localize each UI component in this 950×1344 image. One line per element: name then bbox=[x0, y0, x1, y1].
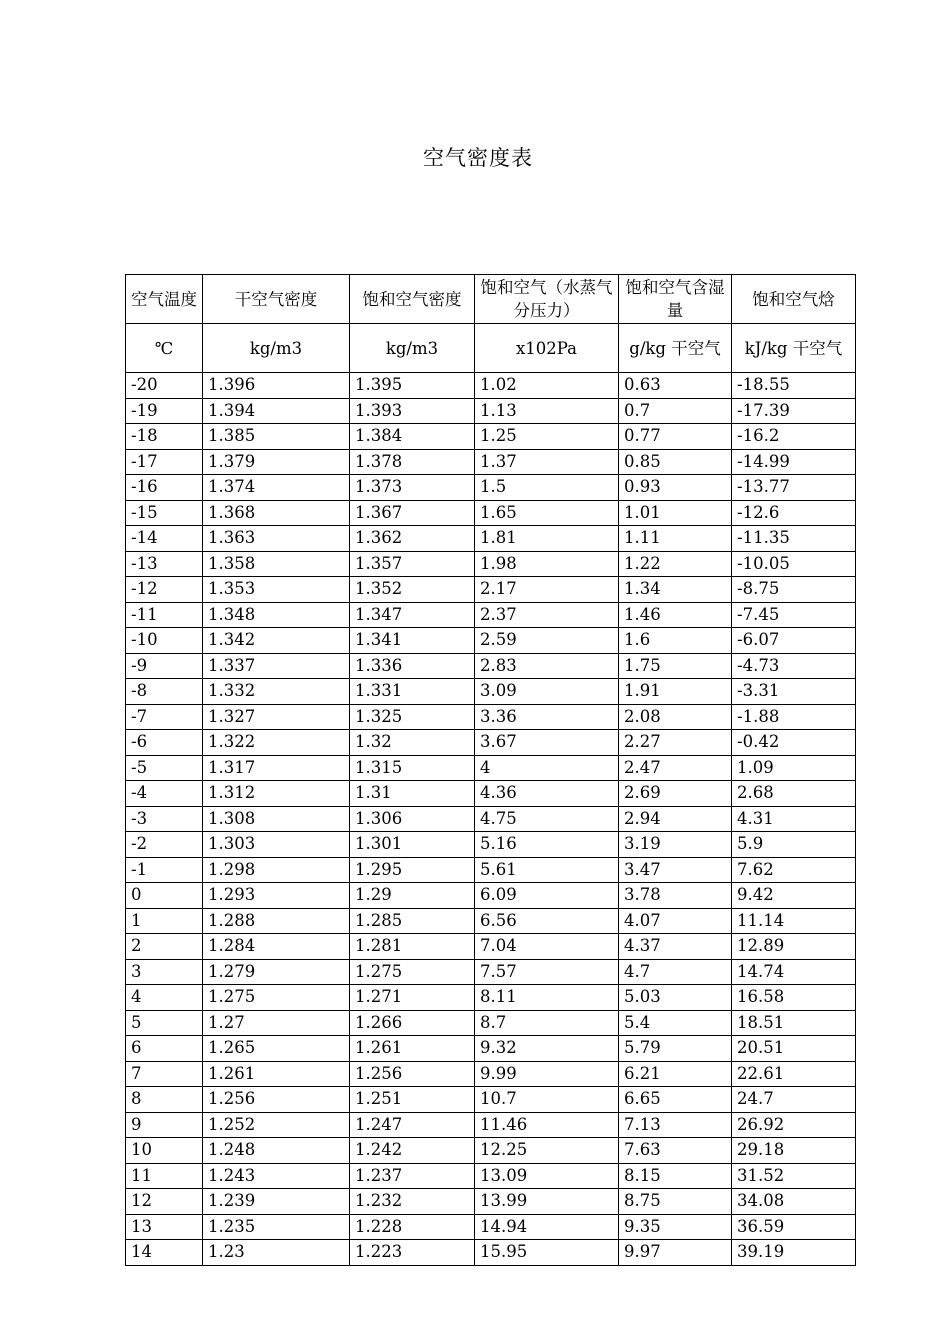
cell-dry-air-density: 1.298 bbox=[203, 857, 350, 883]
cell-vapor-pressure: 5.16 bbox=[475, 832, 619, 858]
table-row bbox=[126, 1087, 856, 1113]
cell-dry-air-density: 1.23 bbox=[203, 1240, 350, 1266]
cell-vapor-pressure: 1.98 bbox=[475, 551, 619, 577]
cell-temperature: 1 bbox=[126, 908, 203, 934]
table-row bbox=[126, 1163, 856, 1189]
cell-temperature: -9 bbox=[126, 653, 203, 679]
cell-moisture-content: 0.85 bbox=[619, 449, 732, 475]
cell-temperature: 0 bbox=[126, 883, 203, 909]
table-row bbox=[126, 1240, 856, 1266]
cell-dry-air-density: 1.308 bbox=[203, 806, 350, 832]
cell-vapor-pressure: 12.25 bbox=[475, 1138, 619, 1164]
cell-dry-air-density: 1.363 bbox=[203, 526, 350, 552]
cell-dry-air-density: 1.27 bbox=[203, 1010, 350, 1036]
cell-enthalpy: -7.45 bbox=[732, 602, 856, 628]
cell-vapor-pressure: 8.11 bbox=[475, 985, 619, 1011]
cell-saturated-air-density: 1.228 bbox=[350, 1214, 475, 1240]
cell-vapor-pressure: 3.09 bbox=[475, 679, 619, 705]
cell-temperature: -11 bbox=[126, 602, 203, 628]
cell-enthalpy: 1.09 bbox=[732, 755, 856, 781]
cell-temperature: -12 bbox=[126, 577, 203, 603]
unit-cell-temperature: ℃ bbox=[126, 324, 203, 373]
cell-dry-air-density: 1.256 bbox=[203, 1087, 350, 1113]
cell-moisture-content: 9.97 bbox=[619, 1240, 732, 1266]
cell-saturated-air-density: 1.306 bbox=[350, 806, 475, 832]
cell-enthalpy: -6.07 bbox=[732, 628, 856, 654]
cell-saturated-air-density: 1.373 bbox=[350, 475, 475, 501]
cell-saturated-air-density: 1.357 bbox=[350, 551, 475, 577]
cell-temperature: -13 bbox=[126, 551, 203, 577]
cell-moisture-content: 0.93 bbox=[619, 475, 732, 501]
cell-saturated-air-density: 1.378 bbox=[350, 449, 475, 475]
cell-vapor-pressure: 7.57 bbox=[475, 959, 619, 985]
cell-saturated-air-density: 1.31 bbox=[350, 781, 475, 807]
cell-dry-air-density: 1.235 bbox=[203, 1214, 350, 1240]
cell-vapor-pressure: 5.61 bbox=[475, 857, 619, 883]
cell-temperature: -16 bbox=[126, 475, 203, 501]
table-row bbox=[126, 653, 856, 679]
cell-saturated-air-density: 1.325 bbox=[350, 704, 475, 730]
cell-moisture-content: 2.47 bbox=[619, 755, 732, 781]
cell-moisture-content: 1.6 bbox=[619, 628, 732, 654]
cell-saturated-air-density: 1.242 bbox=[350, 1138, 475, 1164]
cell-temperature: 11 bbox=[126, 1163, 203, 1189]
cell-enthalpy: 2.68 bbox=[732, 781, 856, 807]
cell-enthalpy: -14.99 bbox=[732, 449, 856, 475]
cell-temperature: -10 bbox=[126, 628, 203, 654]
cell-vapor-pressure: 2.37 bbox=[475, 602, 619, 628]
cell-enthalpy: 31.52 bbox=[732, 1163, 856, 1189]
cell-moisture-content: 4.07 bbox=[619, 908, 732, 934]
cell-temperature: -6 bbox=[126, 730, 203, 756]
table-row bbox=[126, 1138, 856, 1164]
table-row bbox=[126, 1061, 856, 1087]
header-cell-dry-air-density: 干空气密度 bbox=[203, 275, 350, 324]
cell-vapor-pressure: 13.09 bbox=[475, 1163, 619, 1189]
cell-enthalpy: -10.05 bbox=[732, 551, 856, 577]
cell-enthalpy: -11.35 bbox=[732, 526, 856, 552]
cell-moisture-content: 1.46 bbox=[619, 602, 732, 628]
cell-enthalpy: 4.31 bbox=[732, 806, 856, 832]
cell-enthalpy: 22.61 bbox=[732, 1061, 856, 1087]
cell-saturated-air-density: 1.32 bbox=[350, 730, 475, 756]
unit-cell-moisture-content: g/kg 干空气 bbox=[619, 324, 732, 373]
cell-enthalpy: 16.58 bbox=[732, 985, 856, 1011]
cell-saturated-air-density: 1.315 bbox=[350, 755, 475, 781]
cell-dry-air-density: 1.327 bbox=[203, 704, 350, 730]
table-row bbox=[126, 832, 856, 858]
cell-temperature: 5 bbox=[126, 1010, 203, 1036]
cell-temperature: -8 bbox=[126, 679, 203, 705]
cell-saturated-air-density: 1.247 bbox=[350, 1112, 475, 1138]
cell-dry-air-density: 1.279 bbox=[203, 959, 350, 985]
cell-enthalpy: 9.42 bbox=[732, 883, 856, 909]
table-row bbox=[126, 679, 856, 705]
cell-temperature: 12 bbox=[126, 1189, 203, 1215]
cell-dry-air-density: 1.348 bbox=[203, 602, 350, 628]
table-row bbox=[126, 1189, 856, 1215]
header-row bbox=[126, 275, 856, 324]
cell-saturated-air-density: 1.336 bbox=[350, 653, 475, 679]
cell-moisture-content: 1.01 bbox=[619, 500, 732, 526]
cell-temperature: 8 bbox=[126, 1087, 203, 1113]
cell-enthalpy: 11.14 bbox=[732, 908, 856, 934]
cell-enthalpy: 34.08 bbox=[732, 1189, 856, 1215]
header-cell-moisture-content: 饱和空气含湿量 bbox=[619, 275, 732, 324]
cell-moisture-content: 0.63 bbox=[619, 373, 732, 399]
cell-temperature: 13 bbox=[126, 1214, 203, 1240]
cell-saturated-air-density: 1.347 bbox=[350, 602, 475, 628]
cell-enthalpy: 14.74 bbox=[732, 959, 856, 985]
table-body bbox=[126, 275, 856, 1266]
table-row bbox=[126, 449, 856, 475]
cell-vapor-pressure: 15.95 bbox=[475, 1240, 619, 1266]
cell-dry-air-density: 1.303 bbox=[203, 832, 350, 858]
table-row bbox=[126, 551, 856, 577]
cell-vapor-pressure: 9.99 bbox=[475, 1061, 619, 1087]
cell-vapor-pressure: 4.36 bbox=[475, 781, 619, 807]
cell-dry-air-density: 1.358 bbox=[203, 551, 350, 577]
cell-vapor-pressure: 3.36 bbox=[475, 704, 619, 730]
table-row bbox=[126, 577, 856, 603]
cell-temperature: -18 bbox=[126, 424, 203, 450]
table-row bbox=[126, 1112, 856, 1138]
cell-temperature: 2 bbox=[126, 934, 203, 960]
unit-cell-enthalpy: kJ/kg 干空气 bbox=[732, 324, 856, 373]
table-row bbox=[126, 781, 856, 807]
cell-saturated-air-density: 1.395 bbox=[350, 373, 475, 399]
cell-temperature: 4 bbox=[126, 985, 203, 1011]
cell-vapor-pressure: 1.65 bbox=[475, 500, 619, 526]
cell-saturated-air-density: 1.281 bbox=[350, 934, 475, 960]
cell-saturated-air-density: 1.301 bbox=[350, 832, 475, 858]
cell-dry-air-density: 1.317 bbox=[203, 755, 350, 781]
table-row bbox=[126, 500, 856, 526]
cell-moisture-content: 6.21 bbox=[619, 1061, 732, 1087]
cell-dry-air-density: 1.261 bbox=[203, 1061, 350, 1087]
cell-moisture-content: 0.77 bbox=[619, 424, 732, 450]
table-row bbox=[126, 398, 856, 424]
cell-dry-air-density: 1.243 bbox=[203, 1163, 350, 1189]
cell-dry-air-density: 1.322 bbox=[203, 730, 350, 756]
cell-enthalpy: -1.88 bbox=[732, 704, 856, 730]
cell-enthalpy: -13.77 bbox=[732, 475, 856, 501]
cell-temperature: -19 bbox=[126, 398, 203, 424]
cell-saturated-air-density: 1.256 bbox=[350, 1061, 475, 1087]
header-cell-saturated-air-density: 饱和空气密度 bbox=[350, 275, 475, 324]
cell-moisture-content: 7.13 bbox=[619, 1112, 732, 1138]
header-cell-temperature: 空气温度 bbox=[126, 275, 203, 324]
cell-enthalpy: 39.19 bbox=[732, 1240, 856, 1266]
cell-vapor-pressure: 1.81 bbox=[475, 526, 619, 552]
table-row bbox=[126, 1010, 856, 1036]
cell-dry-air-density: 1.275 bbox=[203, 985, 350, 1011]
cell-vapor-pressure: 6.09 bbox=[475, 883, 619, 909]
cell-enthalpy: 5.9 bbox=[732, 832, 856, 858]
cell-moisture-content: 2.27 bbox=[619, 730, 732, 756]
cell-moisture-content: 1.22 bbox=[619, 551, 732, 577]
cell-saturated-air-density: 1.285 bbox=[350, 908, 475, 934]
cell-vapor-pressure: 1.5 bbox=[475, 475, 619, 501]
cell-vapor-pressure: 14.94 bbox=[475, 1214, 619, 1240]
table-row bbox=[126, 959, 856, 985]
cell-enthalpy: 12.89 bbox=[732, 934, 856, 960]
cell-vapor-pressure: 2.59 bbox=[475, 628, 619, 654]
cell-saturated-air-density: 1.362 bbox=[350, 526, 475, 552]
table-row bbox=[126, 857, 856, 883]
cell-vapor-pressure: 11.46 bbox=[475, 1112, 619, 1138]
cell-moisture-content: 8.75 bbox=[619, 1189, 732, 1215]
cell-enthalpy: -4.73 bbox=[732, 653, 856, 679]
cell-moisture-content: 0.7 bbox=[619, 398, 732, 424]
cell-dry-air-density: 1.385 bbox=[203, 424, 350, 450]
cell-moisture-content: 2.69 bbox=[619, 781, 732, 807]
table-row bbox=[126, 883, 856, 909]
cell-saturated-air-density: 1.29 bbox=[350, 883, 475, 909]
unit-cell-saturated-air-density: kg/m3 bbox=[350, 324, 475, 373]
cell-dry-air-density: 1.379 bbox=[203, 449, 350, 475]
cell-moisture-content: 4.37 bbox=[619, 934, 732, 960]
cell-dry-air-density: 1.332 bbox=[203, 679, 350, 705]
cell-vapor-pressure: 1.13 bbox=[475, 398, 619, 424]
cell-temperature: -14 bbox=[126, 526, 203, 552]
cell-moisture-content: 2.08 bbox=[619, 704, 732, 730]
table-row bbox=[126, 373, 856, 399]
cell-enthalpy: 36.59 bbox=[732, 1214, 856, 1240]
cell-enthalpy: 26.92 bbox=[732, 1112, 856, 1138]
cell-moisture-content: 5.03 bbox=[619, 985, 732, 1011]
cell-temperature: -17 bbox=[126, 449, 203, 475]
cell-moisture-content: 9.35 bbox=[619, 1214, 732, 1240]
cell-saturated-air-density: 1.275 bbox=[350, 959, 475, 985]
cell-saturated-air-density: 1.384 bbox=[350, 424, 475, 450]
table-row bbox=[126, 730, 856, 756]
header-cell-enthalpy: 饱和空气焓 bbox=[732, 275, 856, 324]
cell-temperature: -2 bbox=[126, 832, 203, 858]
cell-moisture-content: 8.15 bbox=[619, 1163, 732, 1189]
cell-saturated-air-density: 1.266 bbox=[350, 1010, 475, 1036]
cell-dry-air-density: 1.293 bbox=[203, 883, 350, 909]
cell-moisture-content: 3.78 bbox=[619, 883, 732, 909]
cell-temperature: 10 bbox=[126, 1138, 203, 1164]
cell-temperature: -7 bbox=[126, 704, 203, 730]
cell-temperature: -4 bbox=[126, 781, 203, 807]
cell-enthalpy: 20.51 bbox=[732, 1036, 856, 1062]
table-row bbox=[126, 526, 856, 552]
table-row bbox=[126, 985, 856, 1011]
cell-saturated-air-density: 1.295 bbox=[350, 857, 475, 883]
cell-enthalpy: -3.31 bbox=[732, 679, 856, 705]
cell-saturated-air-density: 1.251 bbox=[350, 1087, 475, 1113]
cell-vapor-pressure: 4.75 bbox=[475, 806, 619, 832]
cell-vapor-pressure: 1.37 bbox=[475, 449, 619, 475]
cell-moisture-content: 5.4 bbox=[619, 1010, 732, 1036]
cell-enthalpy: 29.18 bbox=[732, 1138, 856, 1164]
cell-moisture-content: 1.11 bbox=[619, 526, 732, 552]
cell-saturated-air-density: 1.367 bbox=[350, 500, 475, 526]
table-row bbox=[126, 704, 856, 730]
cell-moisture-content: 3.47 bbox=[619, 857, 732, 883]
cell-vapor-pressure: 6.56 bbox=[475, 908, 619, 934]
table-row bbox=[126, 602, 856, 628]
cell-dry-air-density: 1.248 bbox=[203, 1138, 350, 1164]
cell-moisture-content: 2.94 bbox=[619, 806, 732, 832]
cell-saturated-air-density: 1.393 bbox=[350, 398, 475, 424]
cell-enthalpy: -12.6 bbox=[732, 500, 856, 526]
cell-temperature: 14 bbox=[126, 1240, 203, 1266]
air-density-table bbox=[125, 274, 856, 1266]
cell-temperature: 7 bbox=[126, 1061, 203, 1087]
cell-dry-air-density: 1.374 bbox=[203, 475, 350, 501]
cell-enthalpy: 24.7 bbox=[732, 1087, 856, 1113]
cell-moisture-content: 5.79 bbox=[619, 1036, 732, 1062]
cell-dry-air-density: 1.288 bbox=[203, 908, 350, 934]
cell-temperature: -3 bbox=[126, 806, 203, 832]
unit-cell-dry-air-density: kg/m3 bbox=[203, 324, 350, 373]
cell-vapor-pressure: 7.04 bbox=[475, 934, 619, 960]
cell-saturated-air-density: 1.352 bbox=[350, 577, 475, 603]
cell-saturated-air-density: 1.271 bbox=[350, 985, 475, 1011]
cell-moisture-content: 3.19 bbox=[619, 832, 732, 858]
cell-dry-air-density: 1.394 bbox=[203, 398, 350, 424]
table-row bbox=[126, 1036, 856, 1062]
unit-row bbox=[126, 324, 856, 373]
page-title: 空气密度表 bbox=[423, 146, 533, 170]
cell-dry-air-density: 1.337 bbox=[203, 653, 350, 679]
table-row bbox=[126, 1214, 856, 1240]
table-row bbox=[126, 424, 856, 450]
cell-temperature: 3 bbox=[126, 959, 203, 985]
table-row bbox=[126, 628, 856, 654]
cell-enthalpy: 18.51 bbox=[732, 1010, 856, 1036]
cell-moisture-content: 7.63 bbox=[619, 1138, 732, 1164]
cell-dry-air-density: 1.396 bbox=[203, 373, 350, 399]
cell-dry-air-density: 1.353 bbox=[203, 577, 350, 603]
table-row bbox=[126, 755, 856, 781]
cell-moisture-content: 4.7 bbox=[619, 959, 732, 985]
cell-saturated-air-density: 1.341 bbox=[350, 628, 475, 654]
cell-vapor-pressure: 1.25 bbox=[475, 424, 619, 450]
header-cell-vapor-pressure: 饱和空气（水蒸气分压力） bbox=[475, 275, 619, 324]
cell-temperature: 6 bbox=[126, 1036, 203, 1062]
cell-dry-air-density: 1.312 bbox=[203, 781, 350, 807]
cell-vapor-pressure: 9.32 bbox=[475, 1036, 619, 1062]
cell-dry-air-density: 1.342 bbox=[203, 628, 350, 654]
cell-enthalpy: -17.39 bbox=[732, 398, 856, 424]
cell-enthalpy: -0.42 bbox=[732, 730, 856, 756]
cell-temperature: 9 bbox=[126, 1112, 203, 1138]
cell-moisture-content: 1.34 bbox=[619, 577, 732, 603]
table-row bbox=[126, 806, 856, 832]
table-row bbox=[126, 908, 856, 934]
cell-enthalpy: 7.62 bbox=[732, 857, 856, 883]
cell-temperature: -15 bbox=[126, 500, 203, 526]
cell-vapor-pressure: 1.02 bbox=[475, 373, 619, 399]
cell-moisture-content: 1.91 bbox=[619, 679, 732, 705]
cell-dry-air-density: 1.284 bbox=[203, 934, 350, 960]
cell-vapor-pressure: 3.67 bbox=[475, 730, 619, 756]
cell-saturated-air-density: 1.223 bbox=[350, 1240, 475, 1266]
unit-cell-vapor-pressure: x102Pa bbox=[475, 324, 619, 373]
cell-vapor-pressure: 2.83 bbox=[475, 653, 619, 679]
cell-vapor-pressure: 8.7 bbox=[475, 1010, 619, 1036]
cell-enthalpy: -16.2 bbox=[732, 424, 856, 450]
cell-temperature: -20 bbox=[126, 373, 203, 399]
cell-vapor-pressure: 13.99 bbox=[475, 1189, 619, 1215]
cell-saturated-air-density: 1.261 bbox=[350, 1036, 475, 1062]
cell-vapor-pressure: 10.7 bbox=[475, 1087, 619, 1113]
cell-enthalpy: -8.75 bbox=[732, 577, 856, 603]
cell-temperature: -5 bbox=[126, 755, 203, 781]
cell-saturated-air-density: 1.237 bbox=[350, 1163, 475, 1189]
cell-dry-air-density: 1.252 bbox=[203, 1112, 350, 1138]
cell-dry-air-density: 1.368 bbox=[203, 500, 350, 526]
table-row bbox=[126, 475, 856, 501]
cell-moisture-content: 1.75 bbox=[619, 653, 732, 679]
cell-vapor-pressure: 2.17 bbox=[475, 577, 619, 603]
table-row bbox=[126, 934, 856, 960]
cell-saturated-air-density: 1.232 bbox=[350, 1189, 475, 1215]
cell-moisture-content: 6.65 bbox=[619, 1087, 732, 1113]
cell-dry-air-density: 1.239 bbox=[203, 1189, 350, 1215]
cell-vapor-pressure: 4 bbox=[475, 755, 619, 781]
cell-enthalpy: -18.55 bbox=[732, 373, 856, 399]
cell-saturated-air-density: 1.331 bbox=[350, 679, 475, 705]
cell-temperature: -1 bbox=[126, 857, 203, 883]
cell-dry-air-density: 1.265 bbox=[203, 1036, 350, 1062]
